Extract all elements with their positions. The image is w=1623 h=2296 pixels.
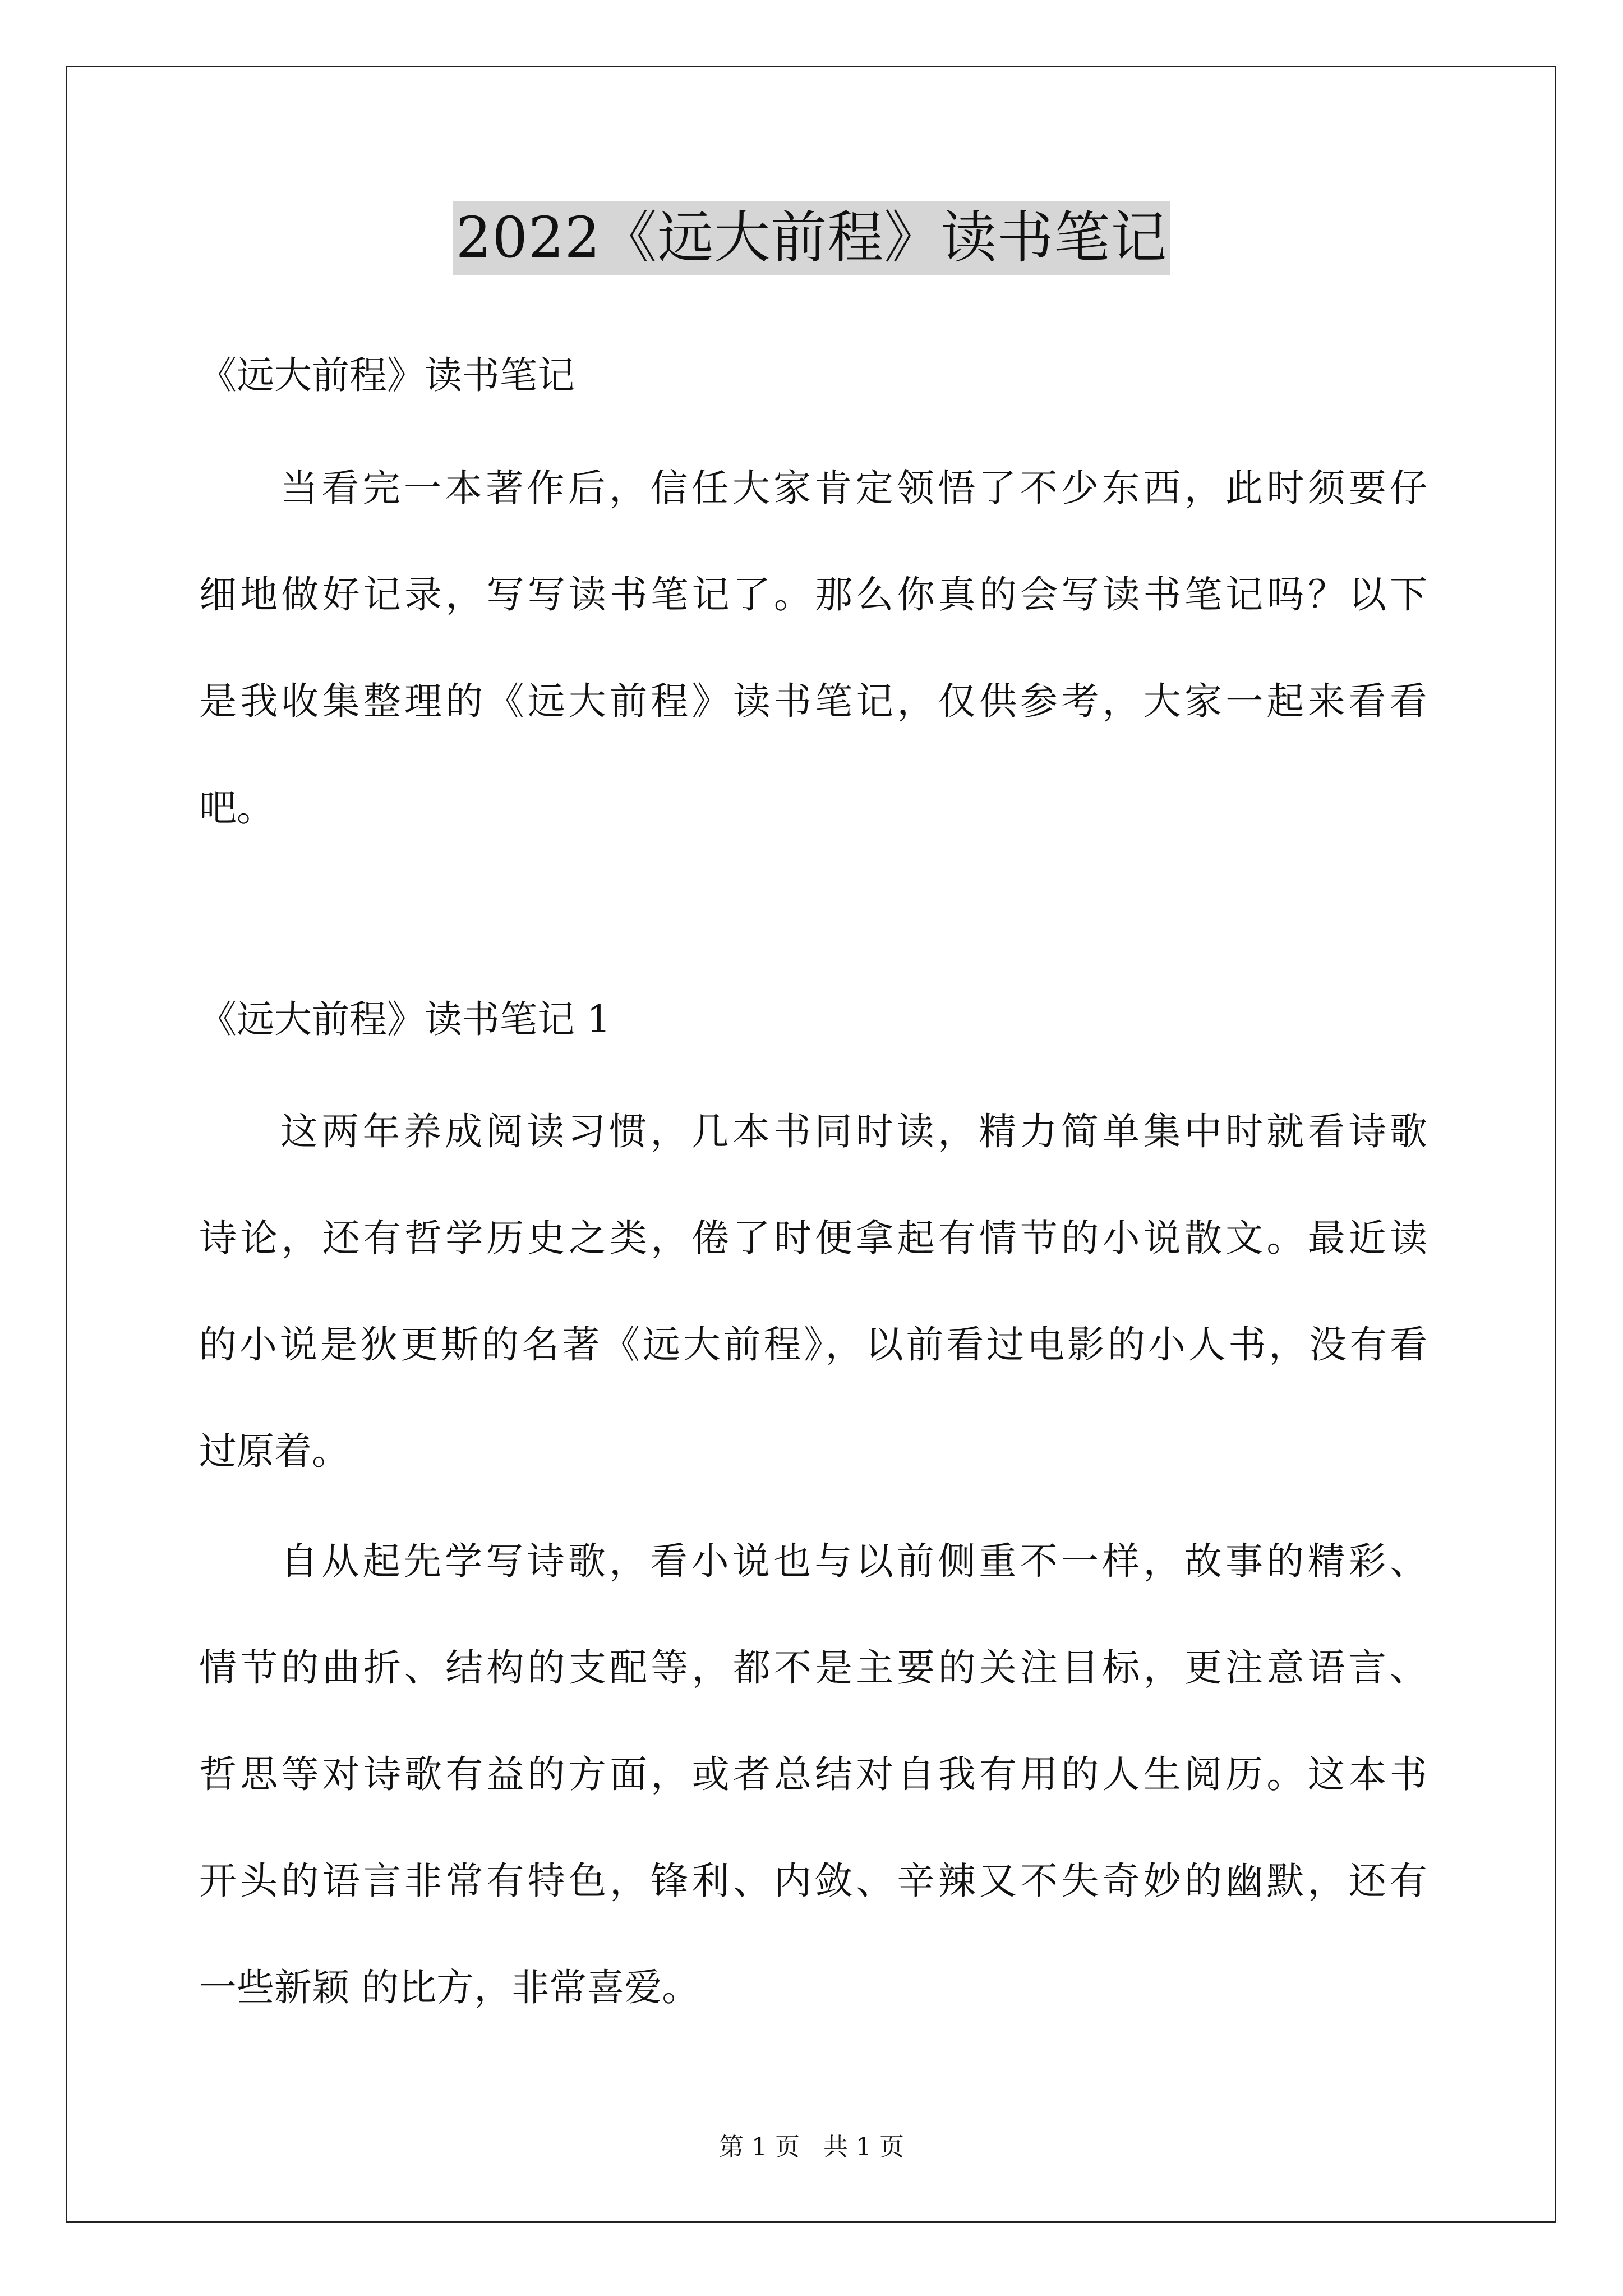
intro-line-4: 吧。	[199, 786, 274, 830]
para2-line-4: 开头的语言非常有特色，锋利、内敛、辛辣又不失奇妙的幽默，还有	[199, 1859, 1427, 1903]
page-number: 第 1 页	[719, 2133, 800, 2161]
section1-heading: 《远大前程》读书笔记 1	[199, 997, 611, 1041]
title-container	[0, 201, 1623, 275]
intro-line-2: 细地做好记录，写写读书笔记了。那么你真的会写读书笔记吗？以下	[199, 573, 1427, 616]
page-footer	[0, 2131, 1623, 2164]
para2-line-1: 自从起先学写诗歌，看小说也与以前侧重不一样，故事的精彩、	[280, 1539, 1427, 1583]
intro-line-1: 当看完一本著作后，信任大家肯定领悟了不少东西，此时须要仔	[280, 466, 1427, 510]
para1-line-1: 这两年养成阅读习惯，几本书同时读，精力简单集中时就看诗歌	[280, 1110, 1427, 1153]
para2-line-5: 一些新颖 的比方，非常喜爱。	[199, 1966, 700, 2009]
para1-line-3: 的小说是狄更斯的名著《远大前程》，以前看过电影的小人书，没有看	[199, 1323, 1427, 1366]
para1-line-2: 诗论，还有哲学历史之类，倦了时便拿起有情节的小说散文。最近读	[199, 1216, 1427, 1260]
page-total: 共 1 页	[823, 2133, 904, 2161]
para1-line-4: 过原着。	[199, 1429, 349, 1473]
intro-line-3: 是我收集整理的《远大前程》读书笔记，仅供参考，大家一起来看看	[199, 679, 1427, 723]
para2-line-2: 情节的曲折、结构的支配等，都不是主要的关注目标，更注意语言、	[199, 1646, 1427, 1690]
para2-line-3: 哲思等对诗歌有益的方面，或者总结对自我有用的人生阅历。这本书	[199, 1752, 1427, 1796]
intro-heading: 《远大前程》读书笔记	[199, 353, 575, 397]
document-title: 2022《远大前程》读书笔记	[453, 201, 1171, 275]
